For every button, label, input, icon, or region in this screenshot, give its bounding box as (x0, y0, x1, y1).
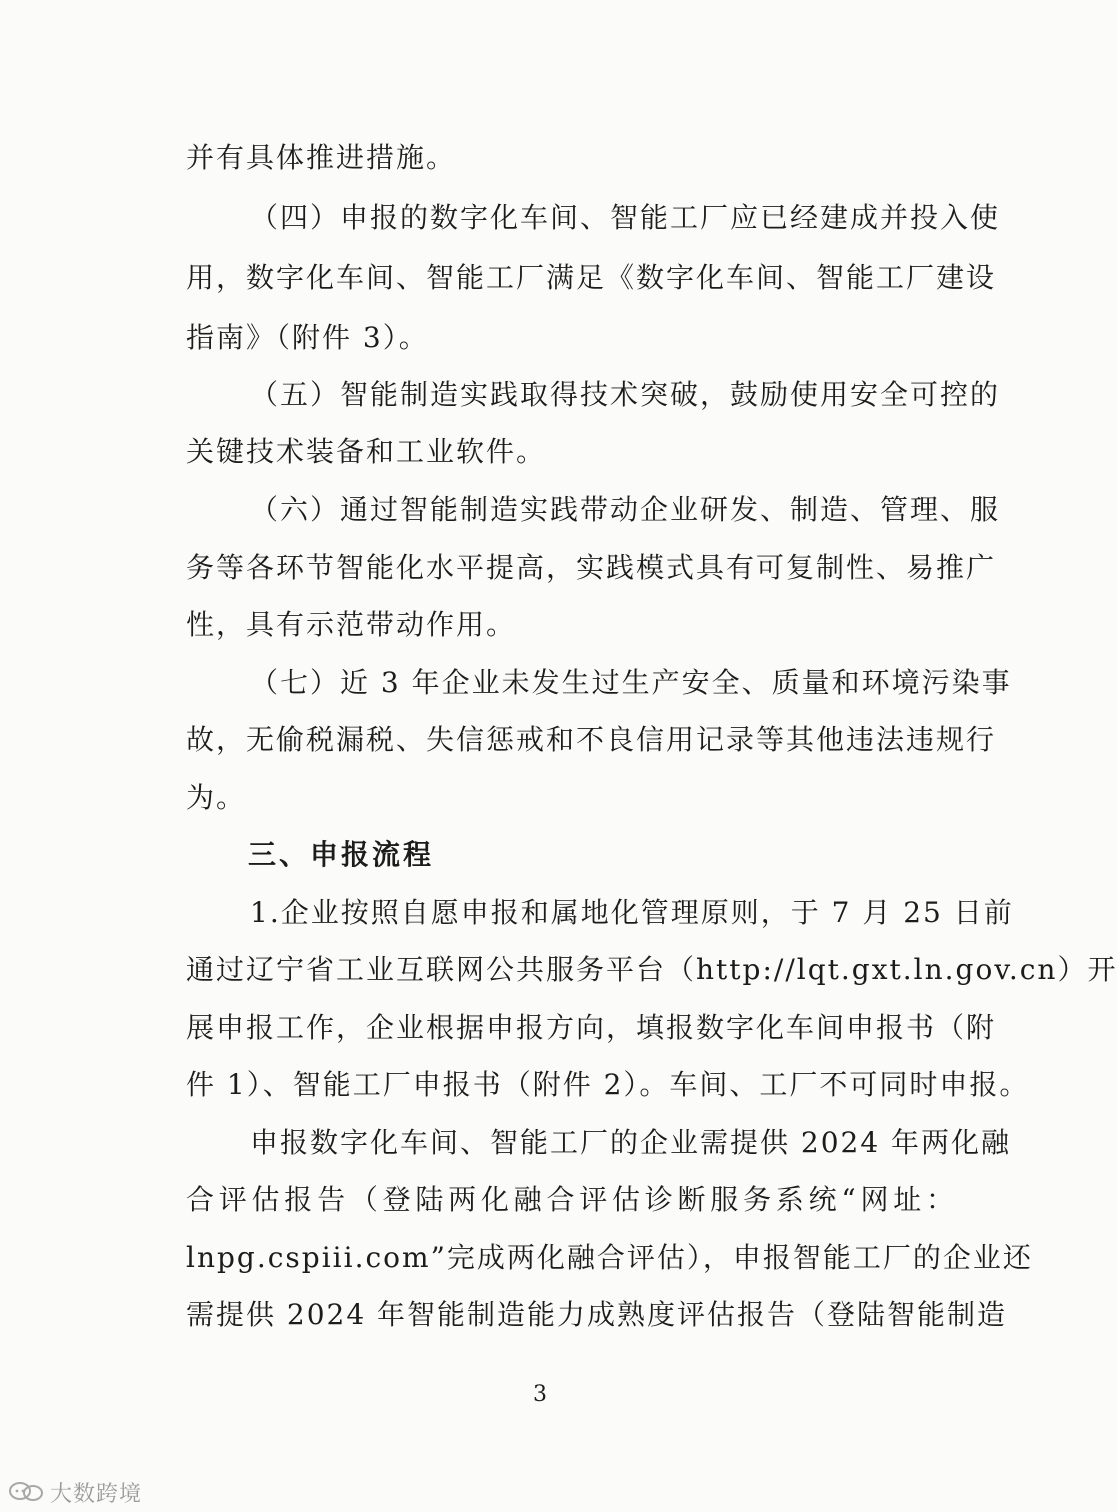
text-line: 合评估报告（登陆两化融合评估诊断服务系统“网址： (186, 1183, 956, 1216)
page-number: 3 (533, 1382, 547, 1407)
text-line: （四）申报的数字化车间、智能工厂应已经建成并投入使 (250, 201, 1001, 234)
chat-bubble-icon (8, 1481, 44, 1503)
text-line: 并有具体推进措施。 (186, 141, 457, 174)
text-line: 故，无偷税漏税、失信惩戒和不良信用记录等其他违法违规行 (186, 723, 997, 756)
text-line: 用，数字化车间、智能工厂满足《数字化车间、智能工厂建设 (186, 261, 997, 294)
text-line: 展申报工作，企业根据申报方向，填报数字化车间申报书（附 (186, 1011, 997, 1044)
text-line: 为。 (186, 781, 247, 814)
text-line: 件 1）、智能工厂申报书（附件 2）。车间、工厂不可同时申报。 (186, 1068, 1030, 1101)
text-line: 1.企业按照自愿申报和属地化管理原则，于 7 月 25 日前 (250, 896, 1014, 929)
text-line: （六）通过智能制造实践带动企业研发、制造、管理、服 (250, 493, 1001, 526)
text-line: 通过辽宁省工业互联网公共服务平台（http://lqt.gxt.ln.gov.cn）开 (186, 953, 1117, 986)
text-line: 务等各环节智能化水平提高，实践模式具有可复制性、易推广 (186, 551, 997, 584)
text-line: lnpg.cspiii.com”完成两化融合评估），申报智能工厂的企业还 (186, 1241, 1033, 1274)
text-line: 申报数字化车间、智能工厂的企业需提供 2024 年两化融 (250, 1126, 1012, 1159)
text-line: （七）近 3 年企业未发生过生产安全、质量和环境污染事 (250, 666, 1012, 699)
text-line: 性，具有示范带动作用。 (186, 608, 517, 641)
section-heading: 三、申报流程 (248, 838, 435, 871)
watermark (8, 1476, 142, 1508)
text-line: 指南》（附件 3）。 (186, 321, 429, 354)
text-line: 关键技术装备和工业软件。 (186, 435, 547, 468)
text-line: 需提供 2024 年智能制造能力成熟度评估报告（登陆智能制造 (186, 1298, 1008, 1331)
watermark-text: 大数跨境 (50, 1481, 143, 1507)
text-line: （五）智能制造实践取得技术突破，鼓励使用安全可控的 (250, 378, 1001, 411)
